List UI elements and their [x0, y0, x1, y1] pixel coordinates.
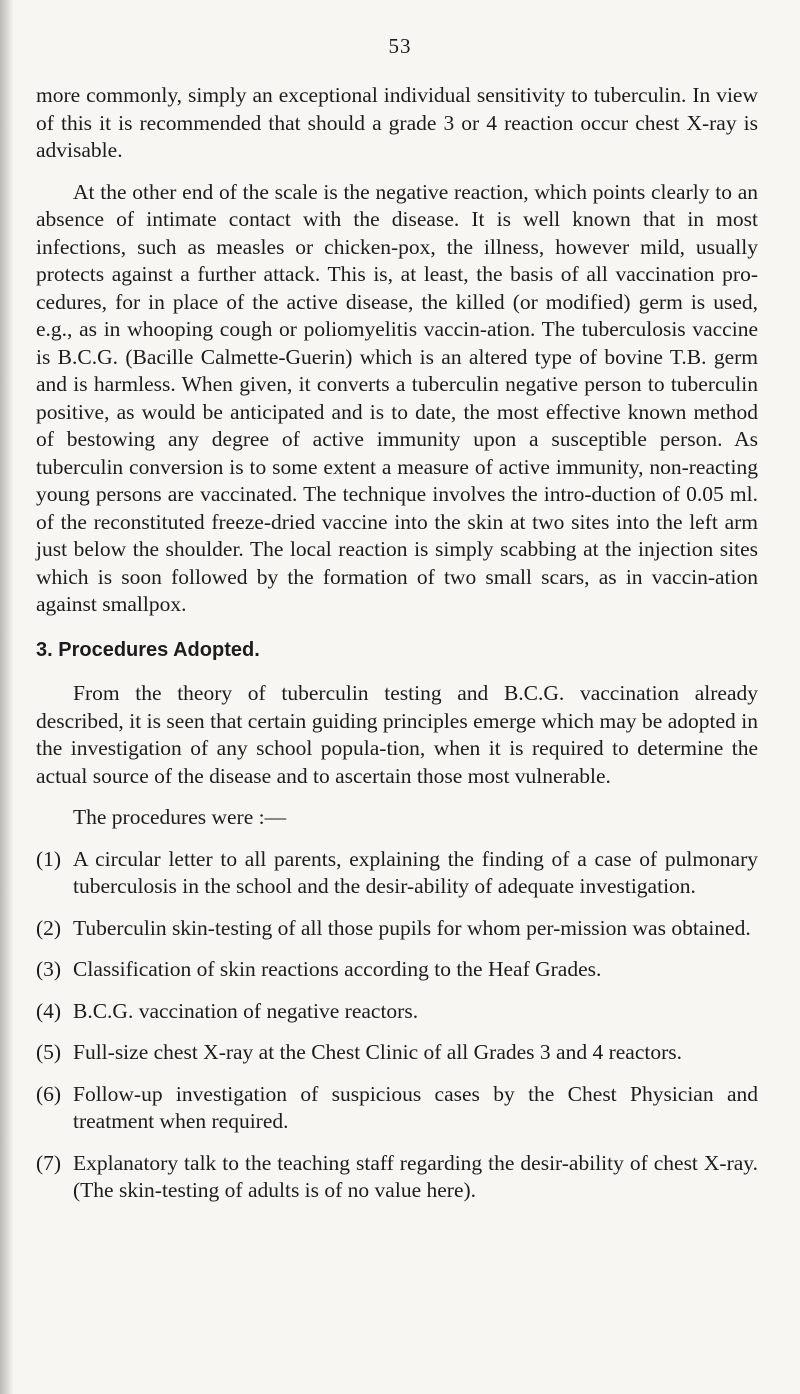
list-item-text: Explanatory talk to the teaching staff regarding the desir-ability of chest X-ray. (The skin-testing of adults is of no value here).	[73, 1150, 758, 1202]
list-item-number: (3)	[36, 957, 62, 981]
list-item	[36, 1039, 758, 1067]
list-item-text: Full-size chest X-ray at the Chest Clinic of all Grades 3 and 4 reactors.	[73, 1040, 682, 1064]
page-binding-shadow	[0, 0, 14, 1394]
list-item-number: (2)	[36, 915, 62, 940]
list-item-text: B.C.G. vaccination of negative reactors.	[73, 998, 419, 1023]
list-item-number: (5)	[36, 1040, 62, 1064]
paragraph-theory: From the theory of tuberculin testing and B.C.G. vaccination already described, it is seen that certain guiding principles emerge which may be adopted in the investigation of any school popula-tion, when it is required to determine the actual source of the disease and to ascertain those most vulnerable.	[36, 681, 758, 788]
list-item	[36, 1081, 758, 1136]
procedures-intro: The procedures were :—	[73, 805, 287, 829]
section-heading: 3. Procedures Adopted.	[36, 638, 260, 661]
list-item	[36, 915, 758, 943]
list-item-text: Tuberculin skin-testing of all those pupils for whom per-mission was obtained.	[73, 915, 751, 940]
paragraph-continuation: more commonly, simply an exceptional individual sensitivity to tuberculin. In view of this it is recommended that should a grade 3 or 4 reaction occur chest X-ray is advisable.	[36, 83, 758, 162]
paragraph-negative-reaction: At the other end of the scale is the negative reaction, which points clearly to an absence of intimate contact with the disease. It is well known that in most infections, such as measles or chicken-pox, the illness, however mild, usually protects against a further attack. This is, at least, the basis of all vaccination pro-cedures, for in place of the active disease, the killed (or modified) germ is used, e.g., as in whooping cough or poliomyelitis vaccin-ation. The tuberculosis vaccine is B.C.G. (Bacille Calmette-Guerin) which is an altered type of bovine T.B. germ and is harmless. When given, it converts a tuberculin negative person to tuberculin positive, as would be anticipated and is to date, the most effective known method of bestowing any degree of active immunity upon a susceptible person. As tuberculin conversion is to some extent a measure of active immunity, non-reacting young persons are vaccinated. The technique involves the intro-duction of 0.05 ml. of the reconstituted freeze-dried vaccine into the skin at two sites into the left arm just below the shoulder. The local reaction is simply scabbing at the injection sites which is soon followed by the formation of two small scars, as in vaccin-ation against smallpox.	[36, 179, 758, 616]
list-item-number: (4)	[36, 998, 62, 1023]
procedures-list	[36, 846, 758, 1205]
list-item-text: Classification of skin reactions according to the Heaf Grades.	[73, 957, 602, 981]
list-item-number: (7)	[36, 1150, 62, 1175]
page-body	[36, 82, 758, 1219]
list-item	[36, 956, 758, 984]
list-item	[36, 846, 758, 901]
list-item	[36, 1150, 758, 1205]
list-item-number: (1)	[36, 846, 62, 871]
list-item-number: (6)	[36, 1081, 62, 1106]
page-number: 53	[388, 34, 412, 58]
list-item-text: Follow-up investigation of suspicious cases by the Chest Physician and treatment when required.	[73, 1081, 758, 1133]
list-item-text: A circular letter to all parents, explaining the finding of a case of pulmonary tuberculosis in the school and the desir-ability of adequate investigation.	[73, 846, 758, 898]
list-item	[36, 998, 758, 1026]
